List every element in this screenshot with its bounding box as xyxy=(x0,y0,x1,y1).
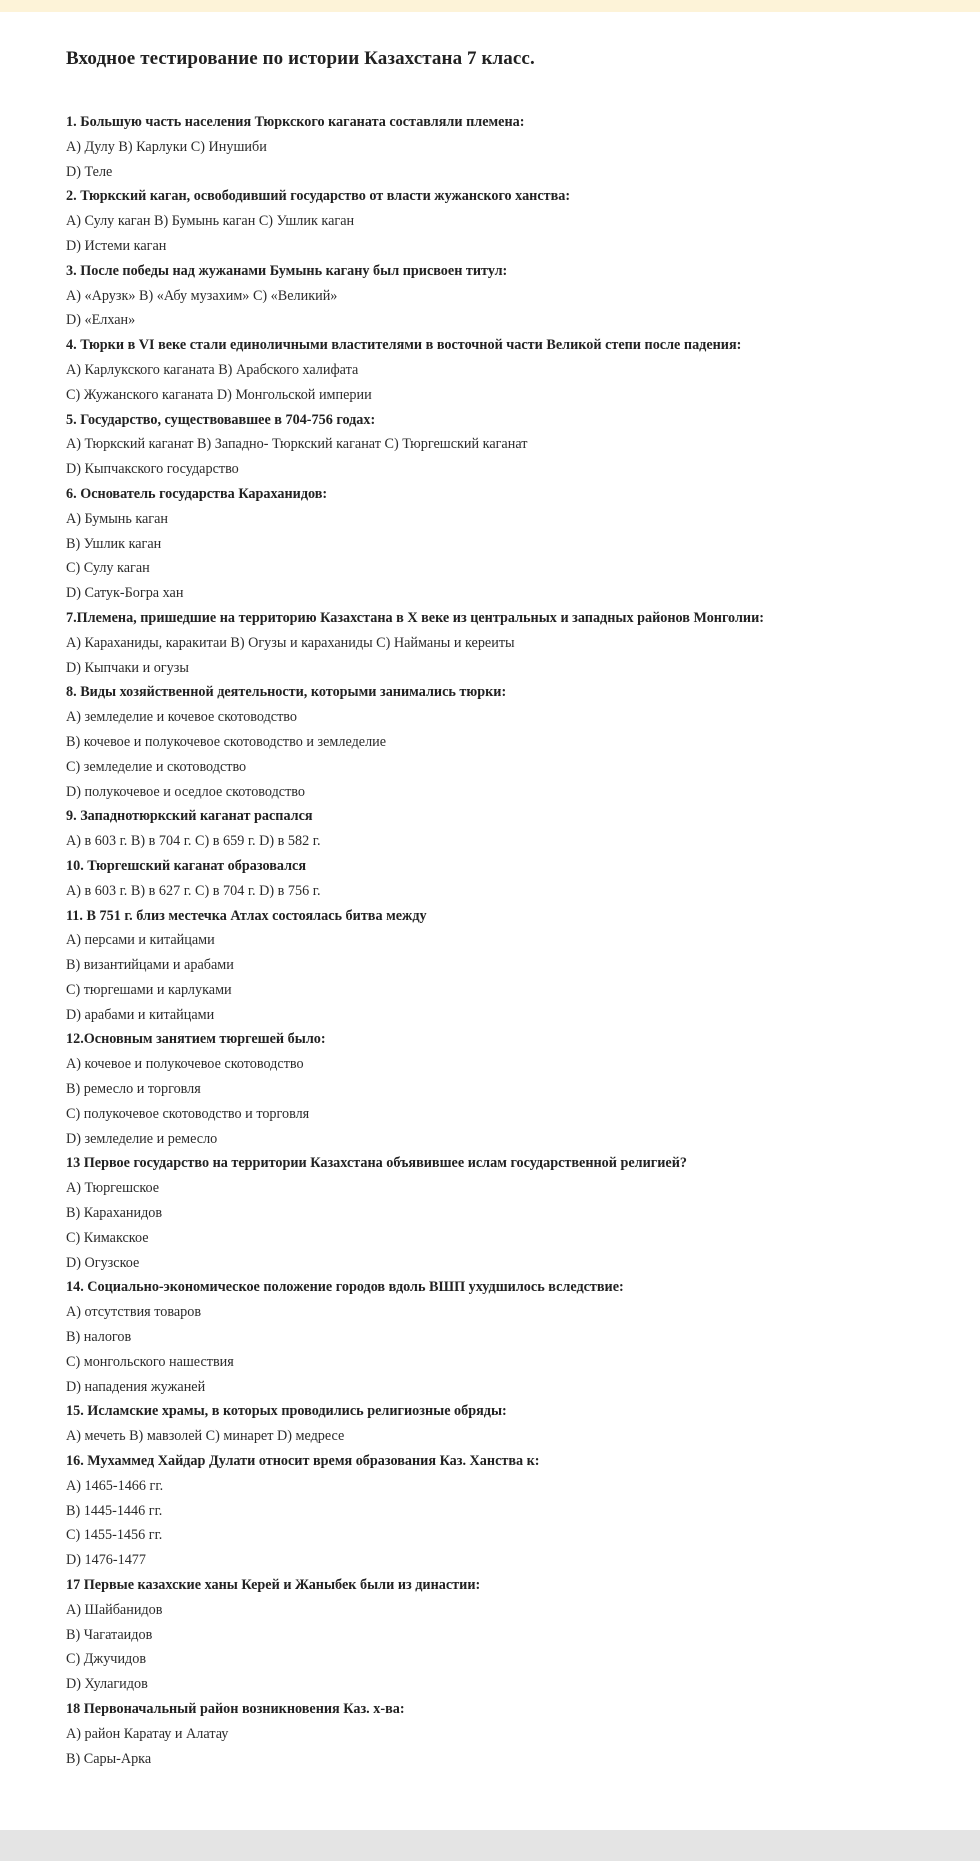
question-14 xyxy=(66,1275,966,1399)
answer-option-line: D) нападения жужаней xyxy=(66,1378,206,1395)
answer-option-line: В) Сары-Арка xyxy=(66,1750,152,1767)
answer-option-line: А) Шайбанидов xyxy=(66,1601,163,1618)
answer-option-line: А) земледелие и кочевое скотоводство xyxy=(66,709,297,726)
question-5 xyxy=(66,408,966,482)
question-text: 8. Виды хозяйственной деятельности, которыми занимались тюрки: xyxy=(66,684,507,701)
question-text: 4. Тюрки в VI веке стали единоличными властителями в восточной части Великой степи после падения: xyxy=(66,337,742,354)
answer-option-line: А) Бумынь каган xyxy=(66,510,169,527)
question-text: 6. Основатель государства Караханидов: xyxy=(66,485,328,502)
bottom-bar xyxy=(0,1830,980,1861)
answer-option-line: В) византийцами и арабами xyxy=(66,957,234,974)
question-text: 14. Социально-экономическое положение городов вдоль ВШП ухудшилось вследствие: xyxy=(66,1279,624,1296)
answer-option-line: D) арабами и китайцами xyxy=(66,1006,215,1023)
question-13 xyxy=(66,1151,966,1275)
answer-option-line: С) Джучидов xyxy=(66,1651,147,1668)
question-text: 5. Государство, существовавшее в 704-756 годах: xyxy=(66,411,376,428)
question-2 xyxy=(66,184,966,258)
answer-option-line: В) Караханидов xyxy=(66,1205,163,1222)
answer-option-line: А) в 603 г. В) в 704 г. С) в 659 г. D) в 582 г. xyxy=(66,833,321,850)
answer-option-line: В) 1445-1446 гг. xyxy=(66,1502,163,1519)
question-text: 13 Первое государство на территории Казахстана объявившее ислам государственной религией? xyxy=(66,1155,687,1172)
answer-option-line: В) налогов xyxy=(66,1329,132,1346)
answer-option-line: А) Тюркский каганат В) Западно- Тюркский каганат С) Тюргешский каганат xyxy=(66,436,528,453)
answer-option-line: В) ремесло и торговля xyxy=(66,1081,201,1098)
question-8 xyxy=(66,680,966,804)
answer-option-line: А) персами и китайцами xyxy=(66,932,215,949)
answer-option-line: D) земледелие и ремесло xyxy=(66,1130,218,1147)
answer-option-line: А) Дулу В) Карлуки С) Инушиби xyxy=(66,138,267,155)
answer-option-line: D) Огузское xyxy=(66,1254,140,1271)
question-3 xyxy=(66,259,966,333)
answer-option-line: С) полукочевое скотоводство и торговля xyxy=(66,1105,310,1122)
question-16 xyxy=(66,1449,966,1573)
question-text: 17 Первые казахские ханы Керей и Жаныбек были из династии: xyxy=(66,1577,481,1594)
question-18 xyxy=(66,1697,966,1771)
answer-option-line: А) мечеть В) мавзолей С) минарет D) медресе xyxy=(66,1428,345,1445)
answer-option-line: D) «Елхан» xyxy=(66,312,136,329)
answer-option-line: А) Тюргешское xyxy=(66,1180,160,1197)
question-7 xyxy=(66,606,966,680)
question-text: 18 Первоначальный район возникновения Каз. х-ва: xyxy=(66,1701,405,1717)
answer-option-line: D) Теле xyxy=(66,163,113,180)
answer-option-line: А) «Арузк» В) «Абу музахим» С) «Великий» xyxy=(66,287,338,304)
answer-option-line: А) отсутствия товаров xyxy=(66,1304,202,1321)
answer-option-line: D) Кыпчаки и огузы xyxy=(66,659,189,676)
answer-option-line: В) кочевое и полукочевое скотоводство и земледелие xyxy=(66,733,387,750)
question-17 xyxy=(66,1573,966,1697)
answer-option-line: А) Сулу каган В) Бумынь каган С) Ушлик каган xyxy=(66,213,355,230)
answer-option-line: С) монгольского нашествия xyxy=(66,1353,234,1370)
question-text: 7.Племена, пришедшие на территорию Казахстана в X веке из центральных и западных районов Монголии: xyxy=(66,609,764,626)
question-text: 3. После победы над жужанами Бумынь кагану был присвоен титул: xyxy=(66,262,508,279)
answer-option-line: А) в 603 г. В) в 627 г. С) в 704 г. D) в 756 г. xyxy=(66,882,321,899)
answer-option-line: А) район Каратау и Алатау xyxy=(66,1725,229,1742)
answer-option-line: D) 1476-1477 xyxy=(66,1552,146,1569)
question-text: 9. Западнотюркский каганат распался xyxy=(66,808,313,825)
answer-option-line: D) Кыпчакского государство xyxy=(66,461,239,478)
question-text: 15. Исламские храмы, в которых проводились религиозные обряды: xyxy=(66,1403,507,1420)
question-list xyxy=(66,110,966,1771)
answer-option-line: А) Карлукского каганата В) Арабского халифата xyxy=(66,361,359,378)
top-banner xyxy=(0,0,980,12)
answer-option-line: А) 1465-1466 гг. xyxy=(66,1477,164,1494)
answer-option-line: С) Сулу каган xyxy=(66,560,150,577)
question-11 xyxy=(66,904,966,1028)
answer-option-line: С) тюргешами и карлуками xyxy=(66,981,232,998)
question-1 xyxy=(66,110,966,184)
question-text: 10. Тюргешский каганат образовался xyxy=(66,857,307,874)
answer-option-line: В) Чагатаидов xyxy=(66,1626,153,1643)
question-4 xyxy=(66,333,966,407)
answer-option-line: D) Истеми каган xyxy=(66,237,167,254)
question-6 xyxy=(66,482,966,606)
question-text: 16. Мухаммед Хайдар Дулати относит время образования Каз. Ханства к: xyxy=(66,1453,540,1470)
question-text: 1. Большую часть населения Тюркского каганата составляли племена: xyxy=(66,114,525,130)
question-10 xyxy=(66,854,966,904)
question-text: 2. Тюркский каган, освободивший государство от власти жужанского ханства: xyxy=(66,188,571,205)
answer-option-line: D) Хулагидов xyxy=(66,1676,148,1693)
question-text: 11. В 751 г. близ местечка Атлах состоялась битва между xyxy=(66,907,427,924)
answer-option-line: С) Кимакское xyxy=(66,1229,149,1246)
answer-option-line: D) Сатук-Богра хан xyxy=(66,585,184,602)
test-document xyxy=(66,48,966,1771)
question-text: 12.Основным занятием тюргешей было: xyxy=(66,1031,326,1048)
question-9 xyxy=(66,804,966,854)
answer-option-line: D) полукочевое и оседлое скотоводство xyxy=(66,783,305,800)
answer-option-line: В) Ушлик каган xyxy=(66,535,162,552)
answer-option-line: А) Караханиды, каракитаи В) Огузы и караханиды С) Найманы и кереиты xyxy=(66,634,515,651)
document-title: Входное тестирование по истории Казахстана 7 класс. xyxy=(66,48,535,69)
question-12 xyxy=(66,1027,966,1151)
answer-option-line: А) кочевое и полукочевое скотоводство xyxy=(66,1056,304,1073)
question-15 xyxy=(66,1399,966,1449)
answer-option-line: С) Жужанского каганата D) Монгольской империи xyxy=(66,386,372,403)
answer-option-line: С) земледелие и скотоводство xyxy=(66,758,247,775)
answer-option-line: С) 1455-1456 гг. xyxy=(66,1527,163,1544)
